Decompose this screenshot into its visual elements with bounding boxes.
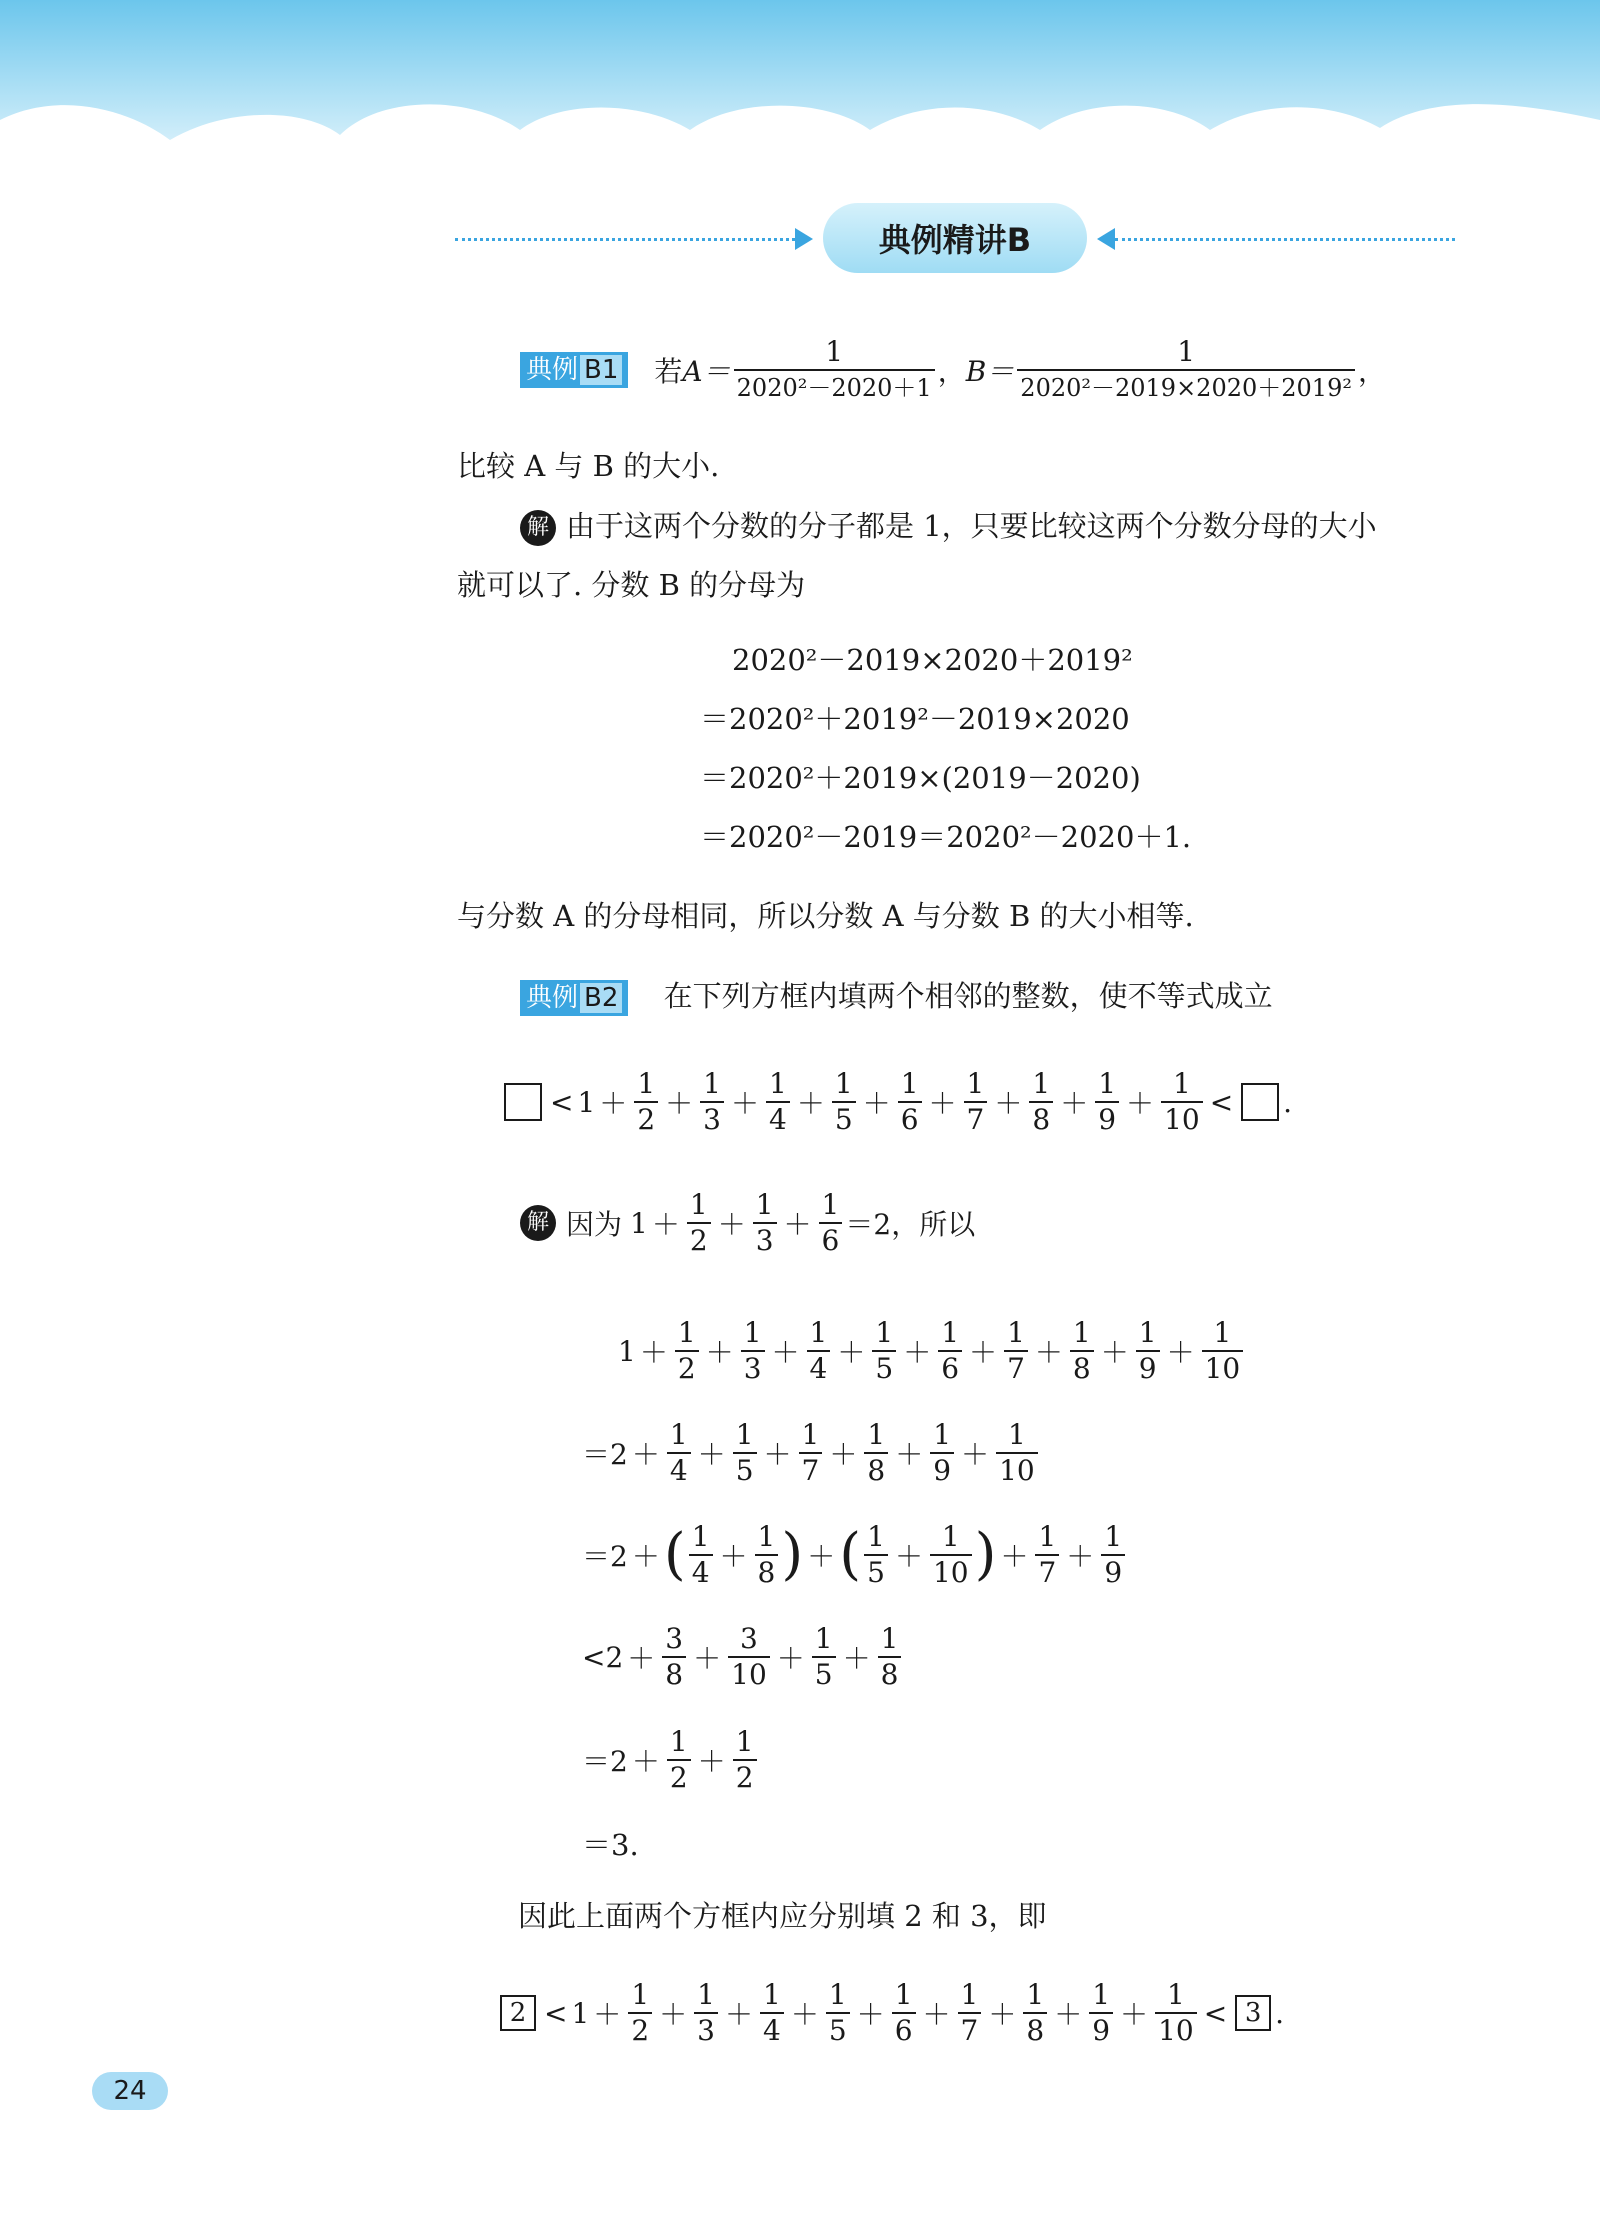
example-label: 典例 B1 [520,352,628,388]
derivation-line-1: 1 ＋ $\frac{1}{2}$ ＋ $\frac{1}{3}$ ＋ $\frac{1}{4}$ ＋ $\frac{1}{5}$ ＋ $\frac{1}{6}$ ＋ $\frac{1}{7}$ ＋ $\frac{1}{8}$ ＋ $\frac{1}{9}$ ＋ $\frac{1}{10}$ [618,1316,1246,1386]
derivation-line-4: <2 ＋ $\frac{3}{8}$ ＋ $\frac{3}{10}$ ＋ $\frac{1}{5}$ ＋ $\frac{1}{8}$ [582,1622,904,1692]
dotted-line-left [455,238,795,241]
question-text: 比较 A 与 B 的大小. [457,449,720,483]
page-number: 24 [92,2072,168,2110]
example-b2-statement: 典例 B2 在下列方框内填两个相邻的整数，使不等式成立 [520,976,1273,1016]
derivation-line-3: ＝2 ＋ ( $\frac{1}{4}$ ＋ $\frac{1}{8}$ ) ＋ ( $\frac{1}{5}$ ＋ $\frac{1}{10}$ ) ＋ $\frac{1}{7}$ ＋ $\frac{1}{9}$ [582,1520,1128,1590]
solution-line-1: 解 由于这两个分数的分子都是 1，只要比较这两个分数分母的大小 [520,506,1377,546]
answer-box-left: 2 [500,1995,536,2031]
final-text: 因此上面两个方框内应分别填 2 和 3，即 [518,1899,1047,1933]
conclusion-text: 与分数 A 的分母相同，所以分数 A 与分数 B 的大小相等. [457,899,1194,933]
example-label: 典例 B2 [520,980,628,1016]
cloud-banner [0,0,1600,210]
section-title: 典例精讲B [823,203,1087,273]
blank-box-left[interactable] [504,1083,542,1121]
arrow-left-icon [1097,228,1115,250]
inequality-blank: < 1 ＋ $\frac{1}{2}$ ＋ $\frac{1}{3}$ ＋ $\frac{1}{4}$ ＋ $\frac{1}{5}$ ＋ $\frac{1}{6}$ ＋ $\frac{1}{7}$ ＋ $\frac{1}{8}$ ＋ $\frac{1}{9}$ ＋ $\frac{1}{10}$ < . [500,1067,1292,1137]
example-b1-statement: 典例 B1 若 A＝ $\frac{1}{\text{2020²－2020＋1}}$ ， B＝ $\frac{1}{\text{2020²－2019×2020＋2019²}}$ ， [520,335,1386,405]
solution-icon: 解 [520,510,556,546]
solution-line-2: 就可以了. 分数 B 的分母为 [457,568,806,602]
derivation-line-6: ＝3. [582,1828,639,1862]
blank-box-right[interactable] [1241,1083,1279,1121]
section-header [455,195,1455,285]
step-2: ＝2020²＋2019²－2019×2020 [700,702,1130,736]
solution-b2-intro: 解 因为 1 ＋ $\frac{1}{2}$ ＋ $\frac{1}{3}$ ＋ $\frac{1}{6}$ ＝2，所以 [520,1188,975,1258]
inequality-answer: 2 < 1 ＋ $\frac{1}{2}$ ＋ $\frac{1}{3}$ ＋ $\frac{1}{4}$ ＋ $\frac{1}{5}$ ＋ $\frac{1}{6}$ ＋ $\frac{1}{7}$ ＋ $\frac{1}{8}$ ＋ $\frac{1}{9}$ ＋ $\frac{1}{10}$ < 3 . [496,1978,1284,2048]
step-4: ＝2020²－2019＝2020²－2020＋1. [700,820,1192,854]
solution-icon: 解 [520,1205,556,1241]
step-1: 2020²－2019×2020＋2019² [732,643,1133,677]
derivation-line-5: ＝2 ＋ $\frac{1}{2}$ ＋ $\frac{1}{2}$ [582,1725,760,1795]
fraction-b: $\frac{1}{\text{2020²－2019×2020＋2019²}}$ [1017,335,1355,405]
step-3: ＝2020²＋2019×(2019－2020) [700,761,1141,795]
answer-box-right: 3 [1235,1995,1271,2031]
derivation-line-2: ＝2 ＋ $\frac{1}{4}$ ＋ $\frac{1}{5}$ ＋ $\frac{1}{7}$ ＋ $\frac{1}{8}$ ＋ $\frac{1}{9}$ ＋ $\frac{1}{10}$ [582,1418,1041,1488]
fraction-a: $\frac{1}{\text{2020²－2020＋1}}$ [734,335,935,405]
arrow-right-icon [795,228,813,250]
dotted-line-right [1115,238,1455,241]
